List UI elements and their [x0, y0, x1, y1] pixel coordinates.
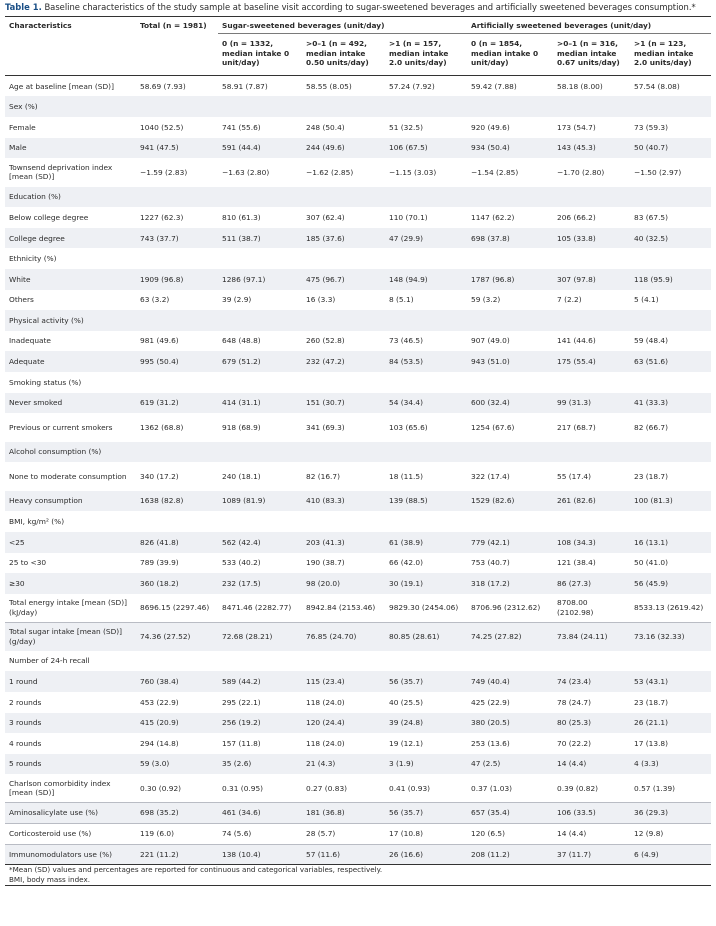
- table-cell: 619 (31.2): [140, 398, 179, 408]
- row-label: 2 rounds: [9, 697, 42, 707]
- table-cell: 103 (65.6): [389, 422, 428, 432]
- row-label: College degree: [9, 233, 65, 243]
- table-cell: 679 (51.2): [222, 357, 261, 367]
- table-cell: 51 (32.5): [389, 122, 423, 132]
- row-label: Smoking status (%): [9, 377, 82, 387]
- table-cell: 39 (24.8): [389, 718, 423, 728]
- header-total: Total (n = 1981): [140, 21, 207, 30]
- table-row: [5, 290, 711, 311]
- table-cell: 73 (59.3): [634, 122, 669, 132]
- table-cell: 40 (32.5): [634, 233, 669, 243]
- row-label: Total sugar intake [mean (SD)] (g/day): [5, 622, 136, 651]
- row-label: Corticosteroid use (%): [5, 823, 136, 844]
- row-label: Number of 24-h recall: [9, 656, 90, 666]
- table-cell: 58.91 (7.87): [222, 81, 268, 91]
- table-cell: 0.39 (0.82): [557, 783, 599, 793]
- table-body: [5, 76, 711, 865]
- table-cell: 1147 (62.2): [471, 212, 515, 222]
- table-cell: 826 (41.8): [140, 537, 179, 547]
- table-row: [5, 76, 711, 97]
- table-cell: 0.31 (0.95): [222, 783, 264, 793]
- table-cell: 63 (3.2): [140, 295, 170, 305]
- table-cell: 0.41 (0.93): [389, 783, 431, 793]
- row-label: Adequate: [9, 357, 45, 367]
- header-ssb-col: >0–1 (n = 492, median intake 0.50 units/day): [306, 39, 369, 67]
- table-cell: 120 (6.5): [467, 823, 553, 844]
- table-cell: 115 (23.4): [306, 677, 345, 686]
- row-label: Heavy consumption: [9, 496, 83, 506]
- table-footnotes: [5, 865, 711, 886]
- table-cell: 294 (14.8): [140, 738, 179, 748]
- table-cell: 749 (40.4): [471, 677, 510, 686]
- table-row: [5, 774, 711, 803]
- table-row: [5, 207, 711, 228]
- table-cell: 78 (24.7): [557, 697, 592, 707]
- table-row: [5, 594, 711, 623]
- table-cell: 1638 (82.8): [140, 496, 184, 506]
- table-cell: 657 (35.4): [467, 803, 553, 824]
- table-cell: 981 (49.6): [140, 336, 179, 346]
- header-asb-col: >1 (n = 123, median intake 2.0 units/day): [634, 39, 694, 67]
- table-cell: 562 (42.4): [222, 537, 261, 547]
- table-cell: −1.70 (2.80): [557, 167, 605, 177]
- table-cell: 50 (41.0): [634, 558, 669, 568]
- table-cell: 148 (94.9): [389, 274, 428, 284]
- table-cell: 157 (11.8): [222, 738, 261, 748]
- table-cell: 74 (5.6): [218, 823, 302, 844]
- table-row: [5, 803, 711, 824]
- table-cell: 941 (47.5): [140, 143, 179, 153]
- table-cell: 244 (49.6): [306, 143, 345, 153]
- table-cell: 9829.30 (2454.06): [389, 603, 459, 613]
- table-cell: 8942.84 (2153.46): [306, 603, 376, 613]
- table-cell: 307 (97.8): [557, 274, 596, 284]
- table-cell: 17 (10.8): [385, 823, 467, 844]
- header-ssb-col: 0 (n = 1332, median intake 0 unit/day): [222, 39, 290, 67]
- table-cell: 425 (22.9): [471, 697, 510, 707]
- table-cell: 50 (40.7): [634, 143, 669, 153]
- table-cell: 934 (50.4): [471, 143, 510, 153]
- table-cell: 139 (88.5): [389, 496, 428, 506]
- row-label: 1 round: [9, 677, 38, 686]
- table-cell: 56 (35.7): [389, 677, 423, 686]
- table-cell: 8708.00 (2102.98): [557, 598, 594, 617]
- table-cell: 1362 (68.8): [140, 422, 184, 432]
- table-cell: 106 (33.5): [553, 803, 630, 824]
- table-cell: 810 (61.3): [222, 212, 261, 222]
- table-cell: 74.25 (27.82): [467, 622, 553, 651]
- table-caption-text: Baseline characteristics of the study sample at baseline visit according to sugar-sweetened beverages and artificially sweetened beverages consumption.*: [44, 2, 696, 12]
- table-cell: 533 (40.2): [222, 558, 261, 568]
- table-cell: 0.57 (1.39): [634, 783, 676, 793]
- table-cell: 53 (43.1): [634, 677, 669, 686]
- table-cell: 18 (11.5): [389, 471, 423, 481]
- table-cell: 14 (4.4): [553, 823, 630, 844]
- table-row: [5, 117, 711, 138]
- table-cell: 35 (2.6): [222, 759, 252, 769]
- table-cell: 100 (81.3): [634, 496, 673, 506]
- table-row: [5, 187, 711, 208]
- row-label: Others: [9, 295, 34, 305]
- table-cell: 63 (51.6): [634, 357, 669, 367]
- table-cell: 175 (55.4): [557, 357, 596, 367]
- table-cell: 221 (11.2): [136, 844, 218, 865]
- table-row: [5, 413, 711, 442]
- row-label: Inadequate: [9, 336, 51, 346]
- table-cell: 753 (40.7): [471, 558, 510, 568]
- table-cell: 99 (31.3): [557, 398, 592, 408]
- table-cell: 181 (36.8): [302, 803, 385, 824]
- table-cell: 341 (69.3): [306, 422, 345, 432]
- row-label: Never smoked: [9, 398, 63, 408]
- table-row: [5, 573, 711, 594]
- table-cell: 26 (21.1): [634, 718, 669, 728]
- table-cell: 190 (38.7): [306, 558, 345, 568]
- table-cell: 253 (13.6): [471, 738, 510, 748]
- table-cell: 55 (17.4): [557, 471, 592, 481]
- table-cell: 260 (52.8): [306, 336, 345, 346]
- table-cell: 57.24 (7.92): [389, 81, 435, 91]
- table-row: [5, 713, 711, 734]
- table-cell: 511 (38.7): [222, 233, 261, 243]
- table-cell: 61 (38.9): [389, 537, 423, 547]
- row-label: 4 rounds: [9, 738, 42, 748]
- table-cell: 6 (4.9): [630, 844, 711, 865]
- table-cell: 1909 (96.8): [140, 274, 184, 284]
- table-cell: 23 (18.7): [634, 471, 669, 481]
- table-cell: 248 (50.4): [306, 122, 345, 132]
- table-row: [5, 622, 711, 651]
- table-cell: 54 (34.4): [389, 398, 423, 408]
- header-characteristics: Characteristics: [9, 21, 72, 30]
- row-label: Charlson comorbidity index [mean (SD)]: [9, 779, 111, 798]
- table-cell: 110 (70.1): [389, 212, 428, 222]
- table-cell: 415 (20.9): [140, 718, 179, 728]
- table-cell: 1227 (62.3): [140, 212, 184, 222]
- table-cell: 151 (30.7): [306, 398, 345, 408]
- table-cell: 8696.15 (2297.46): [140, 603, 210, 613]
- table-cell: 39 (2.9): [222, 295, 252, 305]
- row-label: Townsend deprivation index [mean (SD)]: [9, 163, 113, 182]
- table-cell: 0.27 (0.83): [306, 783, 348, 793]
- table-cell: 206 (66.2): [557, 212, 596, 222]
- table-cell: 1787 (96.8): [471, 274, 515, 284]
- row-label: Below college degree: [9, 212, 89, 222]
- table-cell: 37 (11.7): [553, 844, 630, 865]
- table-cell: 380 (20.5): [471, 718, 510, 728]
- table-cell: 208 (11.2): [467, 844, 553, 865]
- table-cell: 943 (51.0): [471, 357, 510, 367]
- table-row: [5, 462, 711, 491]
- table-cell: 98 (20.0): [306, 578, 340, 588]
- row-label: Physical activity (%): [9, 315, 84, 325]
- table-cell: 907 (49.0): [471, 336, 510, 346]
- table-cell: 453 (22.9): [140, 697, 179, 707]
- row-label: Ethnicity (%): [9, 254, 57, 264]
- row-label: ≥30: [9, 578, 25, 588]
- table-cell: 57 (11.6): [302, 844, 385, 865]
- table-cell: 16 (13.1): [634, 537, 669, 547]
- table-cell: 918 (68.9): [222, 422, 261, 432]
- table-cell: 12 (9.8): [630, 823, 711, 844]
- table-row: [5, 754, 711, 775]
- table-row: [5, 372, 711, 393]
- table-cell: 779 (42.1): [471, 537, 510, 547]
- row-label: White: [9, 274, 31, 284]
- table-cell: 73 (46.5): [389, 336, 423, 346]
- table-row: [5, 96, 711, 117]
- table-cell: 28 (5.7): [302, 823, 385, 844]
- table-cell: 789 (39.9): [140, 558, 179, 568]
- table-cell: 58.18 (8.00): [557, 81, 603, 91]
- table-cell: 0.37 (1.03): [471, 783, 513, 793]
- baseline-characteristics-table: [5, 16, 711, 886]
- table-row: [5, 228, 711, 249]
- table-cell: 4 (3.3): [634, 759, 659, 769]
- table-row: [5, 310, 711, 331]
- header-ssb-group: Sugar-sweetened beverages (unit/day): [218, 17, 467, 34]
- table-row: [5, 138, 711, 159]
- table-cell: 410 (83.3): [306, 496, 345, 506]
- footnote: BMI, body mass index.: [9, 875, 91, 885]
- table-row: [5, 671, 711, 692]
- table-cell: 1254 (67.6): [471, 422, 515, 432]
- table-row: [5, 248, 711, 269]
- row-label: Previous or current smokers: [9, 422, 113, 432]
- table-cell: 0.30 (0.92): [140, 783, 182, 793]
- row-label: Total energy intake [mean (SD)] (kJ/day): [9, 598, 128, 617]
- table-cell: 108 (34.3): [557, 537, 596, 547]
- row-label: 3 rounds: [9, 718, 42, 728]
- row-label: Male: [9, 143, 27, 153]
- table-cell: 995 (50.4): [140, 357, 179, 367]
- table-cell: 74 (23.4): [557, 677, 592, 686]
- table-cell: 743 (37.7): [140, 233, 179, 243]
- table-cell: 589 (44.2): [222, 677, 261, 686]
- table-cell: 240 (18.1): [222, 471, 261, 481]
- table-cell: 73.84 (24.11): [553, 622, 630, 651]
- table-cell: 295 (22.1): [222, 697, 261, 707]
- table-cell: 118 (24.0): [306, 697, 345, 707]
- table-cell: 82 (66.7): [634, 422, 669, 432]
- table-cell: 141 (44.6): [557, 336, 596, 346]
- table-cell: 82 (16.7): [306, 471, 340, 481]
- table-cell: 76.85 (24.70): [302, 622, 385, 651]
- table-cell: 232 (17.5): [222, 578, 261, 588]
- table-row: [5, 733, 711, 754]
- row-label: <25: [9, 537, 25, 547]
- row-label: Aminosalicylate use (%): [5, 803, 136, 824]
- table-cell: 47 (2.5): [471, 759, 501, 769]
- table-cell: 5 (4.1): [634, 295, 659, 305]
- table-cell: 36 (29.3): [630, 803, 711, 824]
- table-cell: 21 (4.3): [306, 759, 336, 769]
- table-cell: 217 (68.7): [557, 422, 596, 432]
- header-ssb-col: >1 (n = 157, median intake 2.0 units/day): [389, 39, 449, 67]
- row-label: 25 to <30: [9, 558, 47, 568]
- table-cell: 173 (54.7): [557, 122, 596, 132]
- table-row: [5, 532, 711, 553]
- table-cell: 41 (33.3): [634, 398, 669, 408]
- table-caption: [5, 0, 711, 16]
- table-cell: 698 (37.8): [471, 233, 510, 243]
- table-cell: 14 (4.4): [557, 759, 587, 769]
- table-cell: 600 (32.4): [471, 398, 510, 408]
- table-cell: 73.16 (32.33): [630, 622, 711, 651]
- table-cell: 203 (41.3): [306, 537, 345, 547]
- table-cell: 256 (19.2): [222, 718, 261, 728]
- row-label: Education (%): [9, 192, 61, 202]
- row-label: 5 rounds: [9, 759, 42, 769]
- table-cell: 143 (45.3): [557, 143, 596, 153]
- table-cell: 185 (37.6): [306, 233, 345, 243]
- table-cell: 56 (45.9): [634, 578, 669, 588]
- row-label: Alcohol consumption (%): [9, 447, 102, 457]
- table-cell: 461 (34.6): [218, 803, 302, 824]
- table-row: [5, 351, 711, 372]
- footnote: *Mean (SD) values and percentages are reported for continuous and categorical variables, respectively.: [9, 865, 383, 875]
- table-cell: 8 (5.1): [389, 295, 414, 305]
- table-cell: 741 (55.6): [222, 122, 261, 132]
- table-cell: −1.15 (3.03): [389, 167, 437, 177]
- table-cell: 70 (22.2): [557, 738, 592, 748]
- table-cell: 59.42 (7.88): [471, 81, 517, 91]
- table-cell: 138 (10.4): [218, 844, 302, 865]
- table-cell: 360 (18.2): [140, 578, 179, 588]
- table-cell: 57.54 (8.08): [634, 81, 680, 91]
- table-row: [5, 331, 711, 352]
- table-row: [5, 158, 711, 187]
- table-row: [5, 491, 711, 512]
- table-cell: 1089 (81.9): [222, 496, 266, 506]
- table-cell: 414 (31.1): [222, 398, 261, 408]
- table-cell: 59 (3.0): [140, 759, 170, 769]
- table-cell: 56 (35.7): [385, 803, 467, 824]
- table-cell: 72.68 (28.21): [218, 622, 302, 651]
- table-row: [5, 844, 711, 865]
- table-caption-label: Table 1.: [5, 2, 42, 12]
- table-cell: 698 (35.2): [136, 803, 218, 824]
- table-row: [5, 442, 711, 463]
- table-cell: 74.36 (27.52): [136, 622, 218, 651]
- table-cell: 58.69 (7.93): [140, 81, 186, 91]
- row-label: BMI, kg/m² (%): [9, 517, 65, 527]
- row-label: Age at baseline [mean (SD)]: [9, 81, 114, 91]
- table-row: [5, 651, 711, 672]
- table-cell: 80 (25.3): [557, 718, 592, 728]
- table-cell: 475 (96.7): [306, 274, 345, 284]
- table-cell: 30 (19.1): [389, 578, 423, 588]
- table-cell: 84 (53.5): [389, 357, 423, 367]
- row-label: None to moderate consumption: [9, 471, 127, 481]
- table-row: [5, 692, 711, 713]
- table-cell: 340 (17.2): [140, 471, 179, 481]
- table-cell: 8706.96 (2312.62): [471, 603, 541, 613]
- table-cell: 1286 (97.1): [222, 274, 266, 284]
- table-cell: 106 (67.5): [389, 143, 428, 153]
- table-cell: 1040 (52.5): [140, 122, 184, 132]
- table-cell: 119 (6.0): [136, 823, 218, 844]
- header-asb-col: >0–1 (n = 316, median intake 0.67 units/day): [557, 39, 620, 67]
- table-cell: 261 (82.6): [557, 496, 596, 506]
- table-cell: 59 (3.2): [471, 295, 501, 305]
- table-cell: 118 (95.9): [634, 274, 673, 284]
- table-cell: 121 (38.4): [557, 558, 596, 568]
- row-label: Immunomodulators use (%): [5, 844, 136, 865]
- table-cell: 86 (27.3): [557, 578, 592, 588]
- table-cell: −1.63 (2.80): [222, 167, 270, 177]
- table-cell: 648 (48.8): [222, 336, 261, 346]
- table-cell: 3 (1.9): [389, 759, 414, 769]
- table-row: [5, 393, 711, 414]
- table-cell: 920 (49.6): [471, 122, 510, 132]
- table-row: [5, 511, 711, 532]
- table-cell: 318 (17.2): [471, 578, 510, 588]
- header-asb-col: 0 (n = 1854, median intake 0 unit/day): [471, 39, 539, 67]
- table-cell: −1.54 (2.85): [471, 167, 519, 177]
- table-cell: 80.85 (28.61): [385, 622, 467, 651]
- row-label: Sex (%): [9, 102, 38, 112]
- table-cell: −1.59 (2.83): [140, 167, 188, 177]
- table-cell: 7 (2.2): [557, 295, 582, 305]
- table-cell: 591 (44.4): [222, 143, 261, 153]
- table-cell: 40 (25.5): [389, 697, 423, 707]
- table-cell: 760 (38.4): [140, 677, 179, 686]
- table-cell: −1.50 (2.97): [634, 167, 682, 177]
- table-cell: 232 (47.2): [306, 357, 345, 367]
- table-cell: 322 (17.4): [471, 471, 510, 481]
- table-cell: 105 (33.8): [557, 233, 596, 243]
- table-row: [5, 269, 711, 290]
- table-cell: 17 (13.8): [634, 738, 669, 748]
- table-cell: 120 (24.4): [306, 718, 345, 728]
- table-cell: 23 (18.7): [634, 697, 669, 707]
- table-cell: 19 (12.1): [389, 738, 423, 748]
- table-cell: 58.55 (8.05): [306, 81, 352, 91]
- row-label: Female: [9, 122, 36, 132]
- table-cell: 1529 (82.6): [471, 496, 515, 506]
- table-cell: 8471.46 (2282.77): [222, 603, 292, 613]
- table-cell: 118 (24.0): [306, 738, 345, 748]
- table-row: [5, 823, 711, 844]
- table-cell: 8533.13 (2619.42): [634, 603, 704, 613]
- table-cell: 66 (42.0): [389, 558, 423, 568]
- table-cell: 307 (62.4): [306, 212, 345, 222]
- table-cell: −1.62 (2.85): [306, 167, 354, 177]
- table-cell: 83 (67.5): [634, 212, 669, 222]
- table-cell: 26 (16.6): [385, 844, 467, 865]
- table-cell: 16 (3.3): [306, 295, 336, 305]
- table-row: [5, 553, 711, 574]
- table-cell: 47 (29.9): [389, 233, 423, 243]
- table-cell: 59 (48.4): [634, 336, 669, 346]
- header-asb-group: Artificially sweetened beverages (unit/day): [467, 17, 711, 34]
